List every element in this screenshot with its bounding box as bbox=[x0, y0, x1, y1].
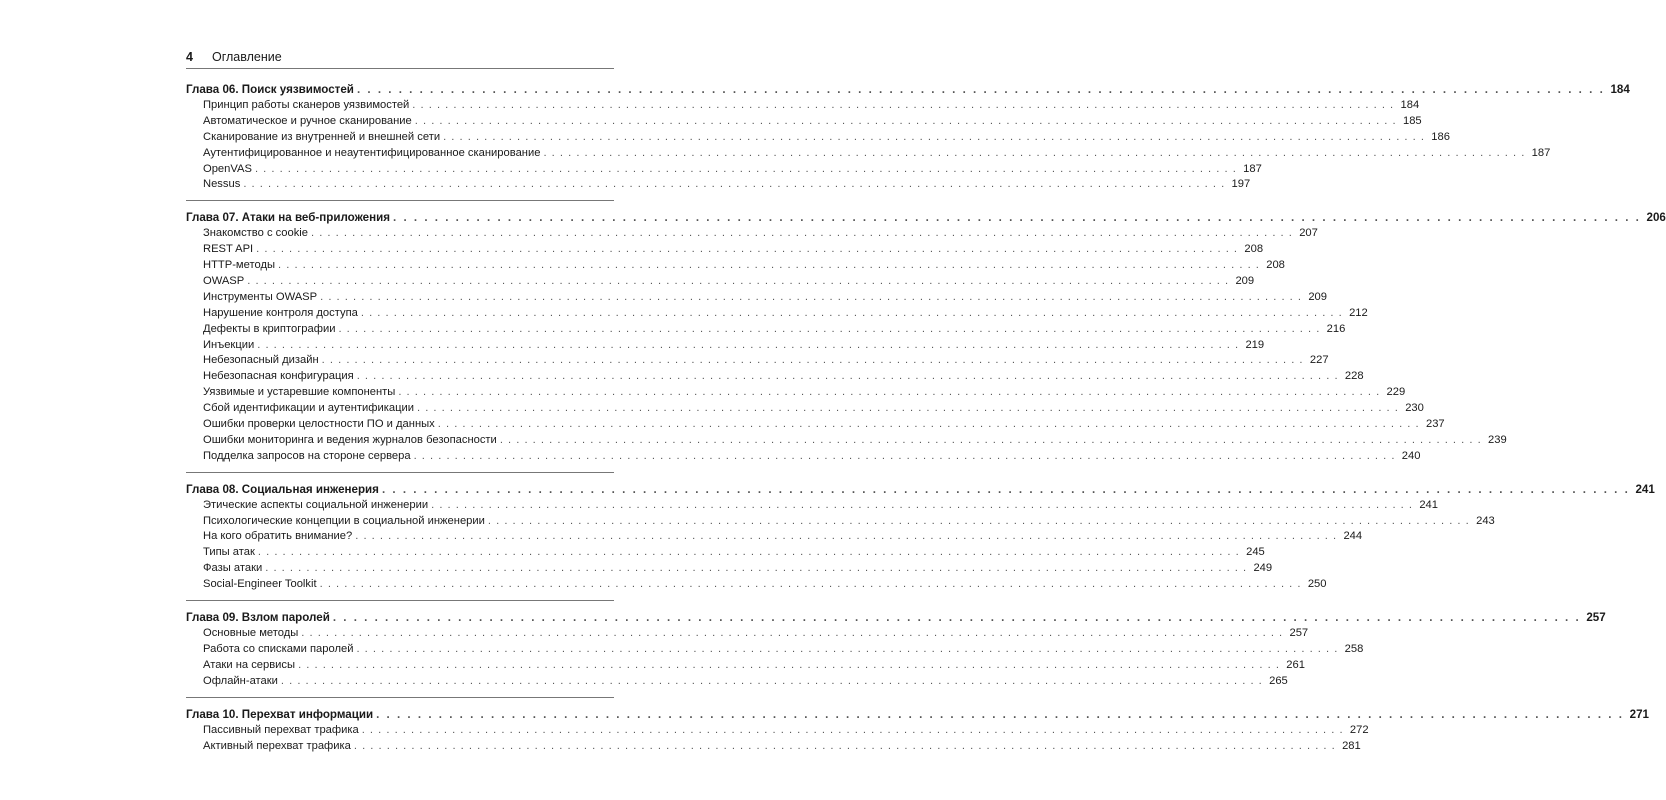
dot-leader: . . . . . . . . . . . . . . . . . . . . . . . . . . . . . . . . . . . . . . . . . . . . . . . . . . . . . . . . . . . . . . . . . . . . . . . . . . . . . . . . . . . . . . . . . . . . . . . . . . . . . . . . . . . . . . . . . . . . . . . . bbox=[254, 162, 1237, 175]
section-entry bbox=[186, 130, 1450, 146]
running-header bbox=[186, 46, 614, 69]
section-title: Нарушение контроля доступа bbox=[203, 306, 358, 319]
dot-leader: . . . . . . . . . . . . . . . . . . . . . . . . . . . . . . . . . . . . . . . . . . . . . . . . . . . . . . . . . . . . . . . . . . . . . . . . . . . . . . . . . . . . . . . . . . . . . . . . . . . . . . . . . . . . . . . . . . . . . . . . bbox=[356, 370, 1339, 383]
dot-leader: . . . . . . . . . . . . . . . . . . . . . . . . . . . . . . . . . . . . . . . . . . . . . . . . . . . . . . . . . . . . . . . . . . . . . . . . . . . . . . . . . . . . . . . . . . . . . . . . . . . . . . . . . . . . . . . . . . . . . . . . bbox=[247, 275, 1230, 288]
section-page: 258 bbox=[1344, 642, 1364, 655]
chapter-title: Глава 08. Социальная инженерия bbox=[186, 482, 379, 496]
section-entry bbox=[186, 514, 1495, 530]
dot-leader: . . . . . . . . . . . . . . . . . . . . . . . . . . . . . . . . . . . . . . . . . . . . . . . . . . . . . . . . . . . . . . . . . . . . . . . . . . . . . . . . . . . . . . . . . . . . . . . . . . . . . . . . . . . . . . . . . . . . . . . . bbox=[413, 449, 1396, 462]
section-entry bbox=[186, 417, 1445, 433]
section-page: 261 bbox=[1286, 658, 1305, 671]
section-page: 249 bbox=[1253, 562, 1273, 575]
section-page: 243 bbox=[1476, 514, 1495, 527]
section-page: 229 bbox=[1386, 386, 1406, 399]
section-entry bbox=[186, 274, 1255, 290]
dot-leader: . . . . . . . . . . . . . . . . . . . . . . . . . . . . . . . . . . . . . . . . . . . . . . . . . . . . . . . . . . . . . . . . . . . . . . . . . . . . . . . . . . . . . . . . . . . . . . . . . . . . . . . . . . . . . . . . . . . . . . . . bbox=[431, 498, 1413, 511]
section-page: 219 bbox=[1245, 338, 1265, 351]
dot-leader: . . . . . . . . . . . . . . . . . . . . . . . . . . . . . . . . . . . . . . . . . . . . . . . . . . . . . . . . . . . . . . . . . . . . . . . . . . . . . . . . . . . . . . . . . . . . . . . . . . . . . . . . . . . . . . . . . . . . . . . . bbox=[417, 402, 1399, 415]
section-page: 281 bbox=[1342, 739, 1361, 752]
section-title: Знакомство с cookie bbox=[203, 227, 308, 240]
chapter-page: 271 bbox=[1629, 707, 1649, 721]
section-title: Небезопасный дизайн bbox=[203, 354, 319, 367]
section-entry bbox=[186, 290, 1327, 306]
section-title: HTTP-методы bbox=[203, 259, 276, 272]
chapter-entry bbox=[186, 209, 1666, 226]
section-entry bbox=[186, 545, 1265, 561]
section-title: Типы атак bbox=[203, 546, 255, 559]
section-page: 208 bbox=[1266, 259, 1285, 272]
dot-leader: . . . . . . . . . . . . . . . . . . . . . . . . . . . . . . . . . . . . . . . . . . . . . . . . . . . . . . . . . . . . . . . . . . . . . . . . . . . . . . . . . . . . . . . . . . . . . . . . . . . . . . . . . . . . . . . . . . . . . . . . bbox=[301, 627, 1284, 640]
dot-leader: . . . . . . . . . . . . . . . . . . . . . . . . . . . . . . . . . . . . . . . . . . . . . . . . . . . . . . . . . . . . . . . . . . . . . . . . . . . . . . . . . . . . . . . . . . . . . . . . . . . . . . . . . . . . . . . . . . . . . . . . bbox=[332, 611, 1581, 625]
section-title: Подделка запросов на стороне сервера bbox=[203, 449, 411, 462]
section-entry bbox=[186, 385, 1406, 401]
section-entry bbox=[186, 577, 1327, 593]
dot-leader: . . . . . . . . . . . . . . . . . . . . . . . . . . . . . . . . . . . . . . . . . . . . . . . . . . . . . . . . . . . . . . . . . . . . . . . . . . . . . . . . . . . . . . . . . . . . . . . . . . . . . . . . . . . . . . . . . . . . . . . . bbox=[243, 178, 1226, 191]
section-entry bbox=[186, 642, 1364, 658]
chapter-title: Глава 09. Взлом паролей bbox=[186, 611, 330, 625]
section-title: Сканирование из внутренней и внешней сети bbox=[203, 130, 441, 143]
section-page: 187 bbox=[1243, 162, 1262, 175]
section-title: Nessus bbox=[203, 178, 241, 191]
dot-leader: . . . . . . . . . . . . . . . . . . . . . . . . . . . . . . . . . . . . . . . . . . . . . . . . . . . . . . . . . . . . . . . . . . . . . . . . . . . . . . . . . . . . . . . . . . . . . . . . . . . . . . . . . . . . . . . . . . . . . . . . bbox=[499, 433, 1482, 446]
chapter-title: Глава 07. Атаки на веб-приложения bbox=[186, 211, 391, 225]
section-entry bbox=[186, 98, 1420, 114]
section-title: Офлайн-атаки bbox=[203, 674, 278, 687]
dot-leader: . . . . . . . . . . . . . . . . . . . . . . . . . . . . . . . . . . . . . . . . . . . . . . . . . . . . . . . . . . . . . . . . . . . . . . . . . . . . . . . . . . . . . . . . . . . . . . . . . . . . . . . . . . . . . . . . . . . . . . . . bbox=[298, 658, 1280, 671]
dot-leader: . . . . . . . . . . . . . . . . . . . . . . . . . . . . . . . . . . . . . . . . . . . . . . . . . . . . . . . . . . . . . . . . . . . . . . . . . . . . . . . . . . . . . . . . . . . . . . . . . . . . . . . . . . . . . . . . . . . . . . . . bbox=[320, 290, 1302, 303]
chapter-page: 206 bbox=[1646, 211, 1666, 225]
dot-leader: . . . . . . . . . . . . . . . . . . . . . . . . . . . . . . . . . . . . . . . . . . . . . . . . . . . . . . . . . . . . . . . . . . . . . . . . . . . . . . . . . . . . . . . . . . . . . . . . . . . . . . . . . . . . . . . . . . . . . . . . bbox=[393, 211, 1641, 225]
dot-leader: . . . . . . . . . . . . . . . . . . . . . . . . . . . . . . . . . . . . . . . . . . . . . . . . . . . . . . . . . . . . . . . . . . . . . . . . . . . . . . . . . . . . . . . . . . . . . . . . . . . . . . . . . . . . . . . . . . . . . . . . bbox=[338, 322, 1321, 335]
section-entry bbox=[186, 177, 1251, 193]
section-title: Работа со списками паролей bbox=[203, 642, 354, 655]
section-entry bbox=[186, 401, 1424, 417]
section-title: Сбой идентификации и аутентификации bbox=[203, 402, 414, 415]
dot-leader: . . . . . . . . . . . . . . . . . . . . . . . . . . . . . . . . . . . . . . . . . . . . . . . . . . . . . . . . . . . . . . . . . . . . . . . . . . . . . . . . . . . . . . . . . . . . . . . . . . . . . . . . . . . . . . . . . . . . . . . . bbox=[412, 99, 1395, 111]
dot-leader: . . . . . . . . . . . . . . . . . . . . . . . . . . . . . . . . . . . . . . . . . . . . . . . . . . . . . . . . . . . . . . . . . . . . . . . . . . . . . . . . . . . . . . . . . . . . . . . . . . . . . . . . . . . . . . . . . . . . . . . . bbox=[487, 514, 1470, 527]
section-page: 212 bbox=[1349, 306, 1368, 319]
section-title: Автоматическое и ручное сканирование bbox=[203, 114, 412, 127]
dot-leader: . . . . . . . . . . . . . . . . . . . . . . . . . . . . . . . . . . . . . . . . . . . . . . . . . . . . . . . . . . . . . . . . . . . . . . . . . . . . . . . . . . . . . . . . . . . . . . . . . . . . . . . . . . . . . . . . . . . . . . . . bbox=[280, 674, 1263, 687]
section-page: 237 bbox=[1425, 418, 1445, 431]
section-entry bbox=[186, 561, 1273, 577]
section-title: Психологические концепции в социальной инженерии bbox=[203, 514, 485, 527]
dot-leader: . . . . . . . . . . . . . . . . . . . . . . . . . . . . . . . . . . . . . . . . . . . . . . . . . . . . . . . . . . . . . . . . . . . . . . . . . . . . . . . . . . . . . . . . . . . . . . . . . . . . . . . . . . . . . . . . . . . . . . . . bbox=[414, 114, 1397, 127]
section-page: 244 bbox=[1343, 530, 1363, 543]
section-entry bbox=[186, 146, 1551, 162]
chapter-block bbox=[186, 81, 1630, 201]
section-page: 207 bbox=[1299, 227, 1318, 240]
section-page: 240 bbox=[1401, 449, 1421, 462]
chapter-page: 257 bbox=[1586, 611, 1606, 625]
section-page: 245 bbox=[1246, 546, 1265, 559]
dot-leader: . . . . . . . . . . . . . . . . . . . . . . . . . . . . . . . . . . . . . . . . . . . . . . . . . . . . . . . . . . . . . . . . . . . . . . . . . . . . . . . . . . . . . . . . . . . . . . . . . . . . . . . . . . . . . . . . . . . . . . . . bbox=[356, 83, 1605, 96]
section-page: 257 bbox=[1289, 627, 1309, 640]
section-entry bbox=[186, 306, 1368, 322]
section-title: Принцип работы сканеров уязвимостей bbox=[203, 99, 410, 111]
table-of-contents bbox=[186, 81, 1666, 769]
dot-leader: . . . . . . . . . . . . . . . . . . . . . . . . . . . . . . . . . . . . . . . . . . . . . . . . . . . . . . . . . . . . . . . . . . . . . . . . . . . . . . . . . . . . . . . . . . . . . . . . . . . . . . . . . . . . . . . . . . . . . . . . bbox=[319, 578, 1302, 591]
section-title: Небезопасная конфигурация bbox=[203, 370, 354, 383]
section-entry bbox=[186, 322, 1346, 338]
section-title: Активный перехват трафика bbox=[203, 739, 351, 752]
running-title: Оглавление bbox=[212, 50, 282, 64]
section-title: Инструменты OWASP bbox=[203, 290, 318, 303]
section-entry bbox=[186, 353, 1329, 369]
chapter-block bbox=[186, 706, 1649, 762]
page-number: 4 bbox=[186, 50, 193, 64]
chapter-block bbox=[186, 481, 1655, 601]
section-title: Ошибки проверки целостности ПО и данных bbox=[203, 418, 435, 431]
section-page: 209 bbox=[1308, 290, 1327, 303]
section-entry bbox=[186, 626, 1309, 642]
chapter-page: 184 bbox=[1610, 83, 1630, 96]
section-entry bbox=[186, 162, 1262, 178]
section-title: Пассивный перехват трафика bbox=[203, 723, 359, 736]
section-title: OpenVAS bbox=[203, 162, 252, 175]
section-page: 185 bbox=[1402, 114, 1422, 127]
section-title: На кого обратить внимание? bbox=[203, 530, 353, 543]
section-entry bbox=[186, 674, 1288, 690]
section-title: Уязвимые и устаревшие компоненты bbox=[203, 386, 396, 399]
dot-leader: . . . . . . . . . . . . . . . . . . . . . . . . . . . . . . . . . . . . . . . . . . . . . . . . . . . . . . . . . . . . . . . . . . . . . . . . . . . . . . . . . . . . . . . . . . . . . . . . . . . . . . . . . . . . . . . . . . . . . . . . bbox=[353, 739, 1336, 752]
dot-leader: . . . . . . . . . . . . . . . . . . . . . . . . . . . . . . . . . . . . . . . . . . . . . . . . . . . . . . . . . . . . . . . . . . . . . . . . . . . . . . . . . . . . . . . . . . . . . . . . . . . . . . . . . . . . . . . . . . . . . . . . bbox=[361, 723, 1344, 736]
section-page: 216 bbox=[1326, 322, 1346, 335]
dot-leader: . . . . . . . . . . . . . . . . . . . . . . . . . . . . . . . . . . . . . . . . . . . . . . . . . . . . . . . . . . . . . . . . . . . . . . . . . . . . . . . . . . . . . . . . . . . . . . . . . . . . . . . . . . . . . . . . . . . . . . . . bbox=[311, 227, 1293, 240]
section-page: 272 bbox=[1349, 723, 1369, 736]
dot-leader: . . . . . . . . . . . . . . . . . . . . . . . . . . . . . . . . . . . . . . . . . . . . . . . . . . . . . . . . . . . . . . . . . . . . . . . . . . . . . . . . . . . . . . . . . . . . . . . . . . . . . . . . . . . . . . . . . . . . . . . . bbox=[398, 386, 1381, 399]
section-entry bbox=[186, 739, 1361, 755]
section-title: Social-Engineer Toolkit bbox=[203, 578, 317, 591]
section-entry bbox=[186, 114, 1422, 130]
section-title: Основные методы bbox=[203, 627, 299, 640]
section-page: 197 bbox=[1231, 178, 1251, 191]
chapter-title: Глава 06. Поиск уязвимостей bbox=[186, 83, 354, 96]
section-entry bbox=[186, 258, 1285, 274]
dot-leader: . . . . . . . . . . . . . . . . . . . . . . . . . . . . . . . . . . . . . . . . . . . . . . . . . . . . . . . . . . . . . . . . . . . . . . . . . . . . . . . . . . . . . . . . . . . . . . . . . . . . . . . . . . . . . . . . . . . . . . . . bbox=[257, 546, 1240, 559]
section-entry bbox=[186, 338, 1265, 354]
dot-leader: . . . . . . . . . . . . . . . . . . . . . . . . . . . . . . . . . . . . . . . . . . . . . . . . . . . . . . . . . . . . . . . . . . . . . . . . . . . . . . . . . . . . . . . . . . . . . . . . . . . . . . . . . . . . . . . . . . . . . . . . bbox=[437, 418, 1420, 431]
dot-leader: . . . . . . . . . . . . . . . . . . . . . . . . . . . . . . . . . . . . . . . . . . . . . . . . . . . . . . . . . . . . . . . . . . . . . . . . . . . . . . . . . . . . . . . . . . . . . . . . . . . . . . . . . . . . . . . . . . . . . . . . bbox=[356, 642, 1339, 655]
dot-leader: . . . . . . . . . . . . . . . . . . . . . . . . . . . . . . . . . . . . . . . . . . . . . . . . . . . . . . . . . . . . . . . . . . . . . . . . . . . . . . . . . . . . . . . . . . . . . . . . . . . . . . . . . . . . . . . . . . . . . . . . bbox=[543, 146, 1526, 159]
section-title: Дефекты в криптографии bbox=[203, 322, 336, 335]
section-entry bbox=[186, 226, 1318, 242]
dot-leader: . . . . . . . . . . . . . . . . . . . . . . . . . . . . . . . . . . . . . . . . . . . . . . . . . . . . . . . . . . . . . . . . . . . . . . . . . . . . . . . . . . . . . . . . . . . . . . . . . . . . . . . . . . . . . . . . . . . . . . . . bbox=[381, 482, 1630, 496]
section-page: 209 bbox=[1235, 275, 1255, 288]
section-title: Этические аспекты социальной инженерии bbox=[203, 498, 429, 511]
section-entry bbox=[186, 529, 1363, 545]
section-title: Фазы атаки bbox=[203, 562, 263, 575]
section-page: 187 bbox=[1531, 146, 1551, 159]
dot-leader: . . . . . . . . . . . . . . . . . . . . . . . . . . . . . . . . . . . . . . . . . . . . . . . . . . . . . . . . . . . . . . . . . . . . . . . . . . . . . . . . . . . . . . . . . . . . . . . . . . . . . . . . . . . . . . . . . . . . . . . . bbox=[265, 562, 1248, 575]
section-page: 239 bbox=[1488, 433, 1507, 446]
chapter-entry bbox=[186, 706, 1649, 723]
dot-leader: . . . . . . . . . . . . . . . . . . . . . . . . . . . . . . . . . . . . . . . . . . . . . . . . . . . . . . . . . . . . . . . . . . . . . . . . . . . . . . . . . . . . . . . . . . . . . . . . . . . . . . . . . . . . . . . . . . . . . . . . bbox=[360, 306, 1343, 319]
section-page: 227 bbox=[1309, 354, 1329, 367]
dot-leader: . . . . . . . . . . . . . . . . . . . . . . . . . . . . . . . . . . . . . . . . . . . . . . . . . . . . . . . . . . . . . . . . . . . . . . . . . . . . . . . . . . . . . . . . . . . . . . . . . . . . . . . . . . . . . . . . . . . . . . . . bbox=[321, 354, 1304, 367]
dot-leader: . . . . . . . . . . . . . . . . . . . . . . . . . . . . . . . . . . . . . . . . . . . . . . . . . . . . . . . . . . . . . . . . . . . . . . . . . . . . . . . . . . . . . . . . . . . . . . . . . . . . . . . . . . . . . . . . . . . . . . . . bbox=[257, 338, 1240, 351]
chapter-entry bbox=[186, 81, 1630, 98]
section-entry bbox=[186, 449, 1421, 465]
section-page: 230 bbox=[1405, 402, 1424, 415]
section-page: 186 bbox=[1431, 130, 1450, 143]
dot-leader: . . . . . . . . . . . . . . . . . . . . . . . . . . . . . . . . . . . . . . . . . . . . . . . . . . . . . . . . . . . . . . . . . . . . . . . . . . . . . . . . . . . . . . . . . . . . . . . . . . . . . . . . . . . . . . . . . . . . . . . . bbox=[443, 130, 1425, 143]
dot-leader: . . . . . . . . . . . . . . . . . . . . . . . . . . . . . . . . . . . . . . . . . . . . . . . . . . . . . . . . . . . . . . . . . . . . . . . . . . . . . . . . . . . . . . . . . . . . . . . . . . . . . . . . . . . . . . . . . . . . . . . . bbox=[355, 530, 1338, 543]
section-entry bbox=[186, 369, 1364, 385]
section-title: Аутентифицированное и неаутентифицированное сканирование bbox=[203, 146, 541, 159]
section-page: 241 bbox=[1419, 498, 1438, 511]
chapter-entry bbox=[186, 481, 1655, 498]
section-entry bbox=[186, 498, 1438, 514]
section-title: OWASP bbox=[203, 275, 245, 288]
dot-leader: . . . . . . . . . . . . . . . . . . . . . . . . . . . . . . . . . . . . . . . . . . . . . . . . . . . . . . . . . . . . . . . . . . . . . . . . . . . . . . . . . . . . . . . . . . . . . . . . . . . . . . . . . . . . . . . . . . . . . . . . bbox=[256, 243, 1239, 256]
chapter-page: 241 bbox=[1635, 482, 1655, 496]
section-entry bbox=[186, 433, 1507, 449]
chapter-entry bbox=[186, 609, 1606, 626]
chapter-title: Глава 10. Перехват информации bbox=[186, 707, 374, 721]
dot-leader: . . . . . . . . . . . . . . . . . . . . . . . . . . . . . . . . . . . . . . . . . . . . . . . . . . . . . . . . . . . . . . . . . . . . . . . . . . . . . . . . . . . . . . . . . . . . . . . . . . . . . . . . . . . . . . . . . . . . . . . . bbox=[278, 259, 1260, 272]
section-title: REST API bbox=[203, 243, 254, 256]
chapter-block bbox=[186, 609, 1606, 698]
section-title: Атаки на сервисы bbox=[203, 658, 296, 671]
section-page: 265 bbox=[1269, 674, 1288, 687]
chapter-block bbox=[186, 209, 1666, 472]
section-title: Инъекции bbox=[203, 338, 255, 351]
section-entry bbox=[186, 723, 1369, 739]
section-page: 250 bbox=[1307, 578, 1327, 591]
section-page: 228 bbox=[1344, 370, 1364, 383]
section-page: 184 bbox=[1400, 99, 1420, 111]
dot-leader: . . . . . . . . . . . . . . . . . . . . . . . . . . . . . . . . . . . . . . . . . . . . . . . . . . . . . . . . . . . . . . . . . . . . . . . . . . . . . . . . . . . . . . . . . . . . . . . . . . . . . . . . . . . . . . . . . . . . . . . . bbox=[376, 707, 1624, 721]
section-page: 208 bbox=[1244, 243, 1264, 256]
section-entry bbox=[186, 658, 1305, 674]
section-title: Ошибки мониторинга и ведения журналов безопасности bbox=[203, 433, 497, 446]
section-entry bbox=[186, 242, 1264, 258]
